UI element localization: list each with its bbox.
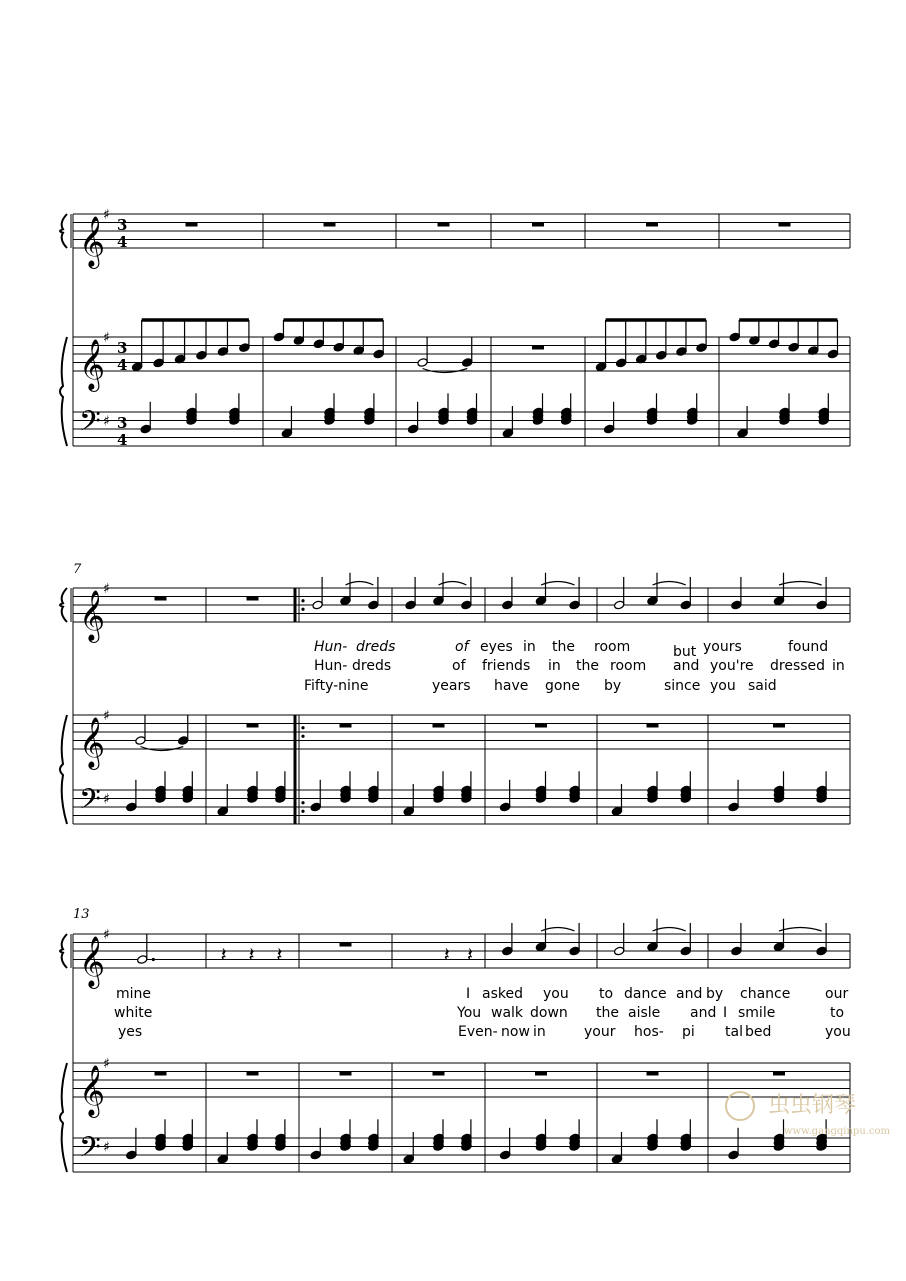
lyric: walk bbox=[491, 1005, 524, 1021]
lyric: yes bbox=[118, 1024, 143, 1040]
watermark-title: 虫虫钢琴 bbox=[768, 1093, 857, 1118]
lyric: smile bbox=[738, 1005, 776, 1021]
whole-rest bbox=[535, 1072, 547, 1076]
lyric: but bbox=[673, 644, 697, 660]
whole-rest bbox=[186, 223, 198, 227]
lyric: gone bbox=[545, 678, 580, 694]
sharp-icon: ♯ bbox=[103, 413, 110, 430]
lyric: our bbox=[825, 986, 849, 1002]
bass-clef-icon: 𝄢 bbox=[79, 782, 101, 823]
whole-rest bbox=[773, 1072, 785, 1076]
whole-rest bbox=[647, 1072, 659, 1076]
lyric: dreds bbox=[352, 658, 392, 674]
lyric: and bbox=[690, 1005, 717, 1021]
quarter-rest-icon: 𝄽 bbox=[220, 942, 227, 967]
whole-rest bbox=[340, 1072, 352, 1076]
sharp-icon: ♯ bbox=[103, 708, 110, 724]
quarter-rest-icon: 𝄽 bbox=[443, 942, 450, 967]
lyric: have bbox=[494, 678, 529, 694]
lyric: in bbox=[533, 1024, 546, 1040]
lyric: Hun- bbox=[314, 658, 348, 674]
sharp-icon: ♯ bbox=[103, 207, 110, 223]
time-signatures bbox=[117, 216, 127, 449]
watermark-url: www.gangqinpu.com bbox=[784, 1126, 891, 1137]
time-signature-numerator: 3 bbox=[117, 216, 128, 234]
quarter-rest-icon: 𝄽 bbox=[248, 942, 255, 967]
sharp-icon: ♯ bbox=[103, 791, 110, 808]
lyric: the bbox=[576, 658, 599, 674]
brace bbox=[60, 337, 67, 446]
brace bbox=[60, 934, 67, 968]
whole-rest bbox=[532, 346, 544, 350]
lyric: found bbox=[788, 639, 829, 655]
lyric: you bbox=[710, 678, 736, 694]
lyric: of bbox=[455, 639, 469, 655]
quarter-rest-icon: 𝄽 bbox=[467, 942, 474, 967]
lyric: bed bbox=[745, 1024, 772, 1040]
whole-rest bbox=[532, 223, 544, 227]
lyric: Hun- bbox=[314, 639, 348, 655]
time-signature-numerator: 3 bbox=[117, 414, 128, 432]
slur bbox=[779, 928, 822, 932]
whole-rest bbox=[535, 724, 547, 728]
whole-rest bbox=[155, 597, 167, 601]
lyric: to bbox=[830, 1005, 845, 1021]
brace bbox=[60, 214, 67, 248]
measure-number-7: 7 bbox=[73, 562, 82, 577]
lyric: the bbox=[596, 1005, 619, 1021]
treble-clef-icon: 𝄞 bbox=[79, 590, 106, 641]
lyric: of bbox=[452, 658, 466, 674]
lyric: you're bbox=[710, 658, 754, 674]
lyric: Fifty-nine bbox=[304, 678, 369, 694]
dot bbox=[152, 958, 155, 961]
sharp-icon: ♯ bbox=[103, 330, 110, 346]
lyric: years bbox=[432, 678, 471, 694]
treble-clef-icon: 𝄞 bbox=[79, 216, 106, 267]
lyric: and bbox=[676, 986, 703, 1002]
lyric: pi bbox=[682, 1024, 695, 1040]
lyric: dreds bbox=[356, 639, 396, 655]
repeat-dot bbox=[301, 599, 304, 602]
brace bbox=[60, 588, 67, 622]
time-signature-numerator: 3 bbox=[117, 339, 128, 357]
sharp-icon: ♯ bbox=[103, 1139, 110, 1156]
repeat-dot bbox=[301, 801, 304, 804]
repeat-dot bbox=[301, 726, 304, 729]
time-signature-denominator: 4 bbox=[117, 431, 128, 449]
lyric: chance bbox=[740, 986, 791, 1002]
lyric: your bbox=[584, 1024, 616, 1040]
lyric: and bbox=[673, 658, 700, 674]
lyric: asked bbox=[482, 986, 523, 1002]
lyric: now bbox=[501, 1024, 530, 1040]
bass-clef-icon: 𝄢 bbox=[79, 404, 101, 445]
lyric: tal bbox=[725, 1024, 743, 1040]
lyric: eyes bbox=[480, 639, 513, 655]
lyric: aisle bbox=[628, 1005, 661, 1021]
quarter-rest-icon: 𝄽 bbox=[276, 942, 283, 967]
whole-rest bbox=[247, 724, 259, 728]
lyric: dance bbox=[624, 986, 667, 1002]
treble-clef-icon: 𝄞 bbox=[79, 339, 106, 390]
lyric: in bbox=[832, 658, 845, 674]
lyric: friends bbox=[482, 658, 531, 674]
lyrics-system-2 bbox=[304, 639, 845, 694]
clefs bbox=[79, 216, 105, 1171]
slur bbox=[779, 582, 822, 586]
whole-rest bbox=[340, 724, 352, 728]
whole-rest bbox=[647, 724, 659, 728]
treble-clef-icon: 𝄞 bbox=[79, 936, 106, 987]
sharp-icon: ♯ bbox=[103, 927, 110, 943]
watermark bbox=[726, 1092, 891, 1137]
lyric: I bbox=[466, 986, 471, 1002]
lyrics-system-3 bbox=[114, 986, 851, 1040]
lyric: white bbox=[114, 1005, 153, 1021]
watermark-logo-icon bbox=[726, 1092, 754, 1120]
lyric: dressed bbox=[770, 658, 826, 674]
time-signature-denominator: 4 bbox=[117, 233, 128, 251]
repeat-dot bbox=[301, 608, 304, 611]
lyric: you bbox=[543, 986, 569, 1002]
whole-rest bbox=[779, 223, 791, 227]
time-signature-denominator: 4 bbox=[117, 356, 128, 374]
lyric: said bbox=[748, 678, 777, 694]
lyric: mine bbox=[116, 986, 152, 1002]
whole-rest bbox=[340, 943, 352, 947]
whole-rest bbox=[438, 223, 450, 227]
lyric: since bbox=[664, 678, 701, 694]
sharp-icon: ♯ bbox=[103, 1056, 110, 1072]
whole-rest bbox=[324, 223, 336, 227]
lyric: the bbox=[552, 639, 575, 655]
treble-clef-icon: 𝄞 bbox=[79, 717, 106, 768]
lyric: to bbox=[599, 986, 614, 1002]
whole-rest bbox=[247, 1072, 259, 1076]
lyric: hos- bbox=[634, 1024, 664, 1040]
lyric: in bbox=[548, 658, 561, 674]
sharp-icon: ♯ bbox=[103, 581, 110, 597]
brace bbox=[60, 1063, 67, 1172]
lyric: room bbox=[594, 639, 631, 655]
whole-rest bbox=[646, 223, 658, 227]
lyric: by bbox=[706, 986, 724, 1002]
whole-rest bbox=[247, 597, 259, 601]
whole-rest bbox=[433, 724, 445, 728]
bass-clef-icon: 𝄢 bbox=[79, 1130, 101, 1171]
repeat-dot bbox=[301, 735, 304, 738]
lyric: yours bbox=[703, 639, 742, 655]
whole-rest bbox=[773, 724, 785, 728]
lyric: You bbox=[457, 1005, 482, 1021]
lyric: down bbox=[530, 1005, 568, 1021]
whole-rest bbox=[433, 1072, 445, 1076]
lyric: you bbox=[825, 1024, 851, 1040]
brace bbox=[60, 715, 67, 824]
treble-clef-icon: 𝄞 bbox=[79, 1065, 106, 1116]
lyric: by bbox=[604, 678, 622, 694]
whole-rest bbox=[155, 1072, 167, 1076]
lyric: Even- bbox=[458, 1024, 498, 1040]
repeat-dot bbox=[301, 810, 304, 813]
lyric: in bbox=[523, 639, 536, 655]
lyric: room bbox=[610, 658, 647, 674]
lyric: I bbox=[723, 1005, 728, 1021]
measure-number-13: 13 bbox=[73, 907, 90, 922]
